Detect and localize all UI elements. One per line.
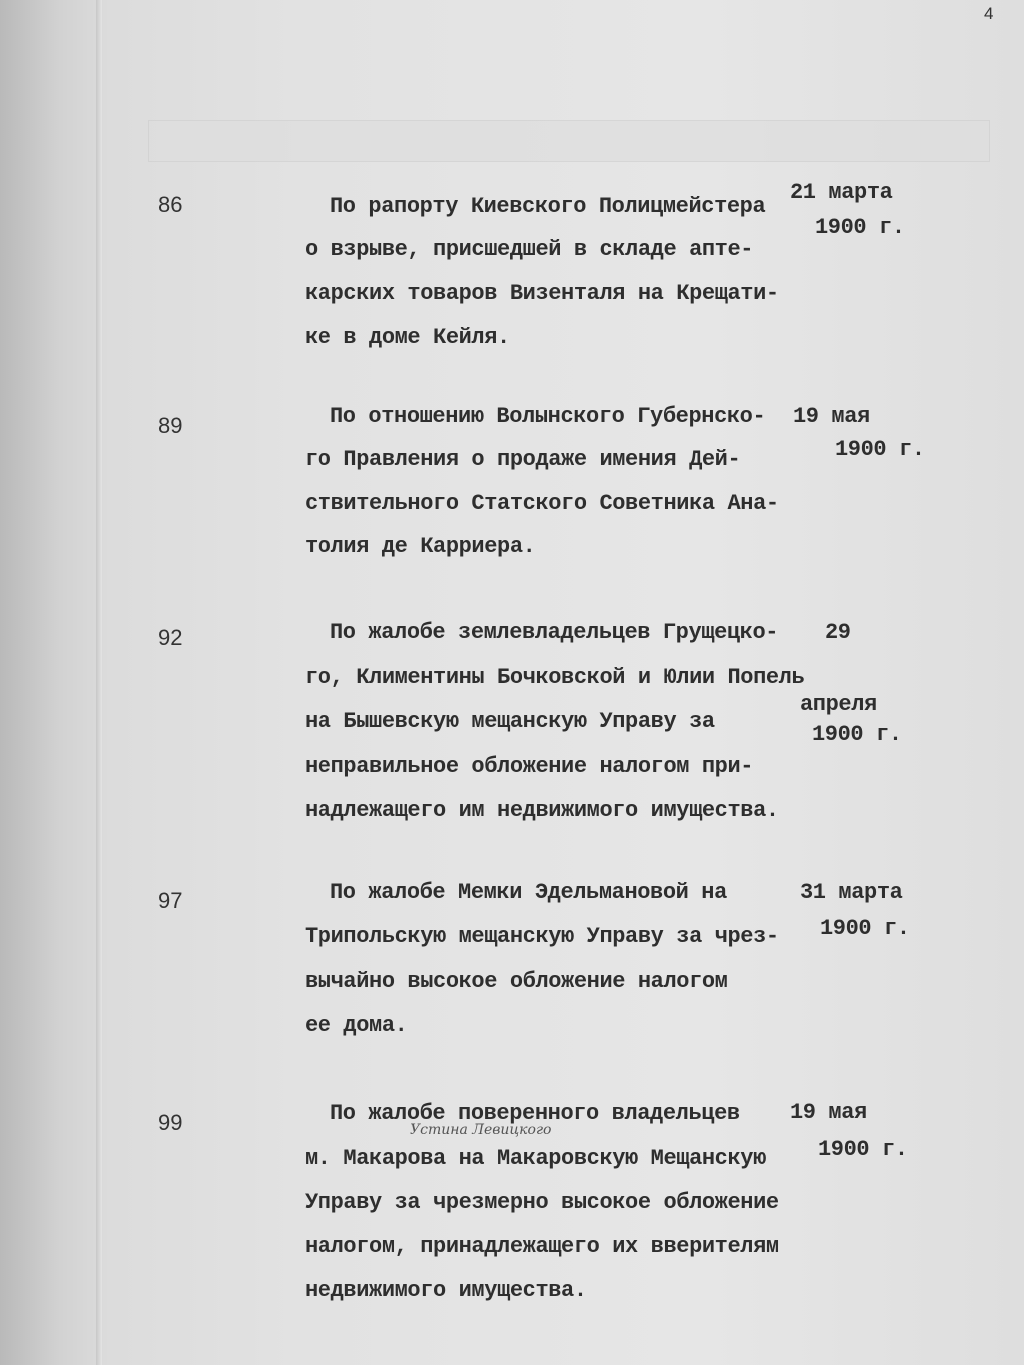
entry-line: неправильное обложение налогом при- — [305, 754, 754, 779]
entry-line: на Бышевскую мещанскую Управу за — [305, 709, 715, 734]
entry-line: карских товаров Визенталя на Крещати- — [305, 281, 779, 306]
entry-number: 89 — [158, 413, 183, 438]
entry-line: надлежащего им недвижимого имущества. — [305, 798, 779, 823]
entry-line: м. Макарова на Макаровскую Мещанскую — [305, 1146, 766, 1171]
entry-line: По жалобе поверенного владельцев — [330, 1101, 740, 1126]
entry-date: 1900 г. — [818, 1137, 908, 1162]
entry-line: налогом, принадлежащего их вверителям — [305, 1234, 779, 1259]
entry-date: 31 марта — [800, 880, 903, 905]
entry-number: 97 — [158, 888, 183, 913]
entry-line: о взрыве, присшедшей в складе апте- — [305, 237, 754, 262]
entry-line: вычайно высокое обложение налогом — [305, 969, 728, 994]
entry-line: По жалобе землевладельцев Грущецко- — [330, 620, 779, 645]
page-number: 4 — [984, 4, 994, 23]
entry-line: Трипольскую мещанскую Управу за чрез- — [305, 924, 779, 949]
entry-number: 92 — [158, 625, 183, 650]
entry-date: 1900 г. — [812, 722, 902, 747]
table-header-bleed — [148, 120, 990, 162]
entry-number: 99 — [158, 1110, 183, 1135]
page-fold — [96, 0, 102, 1365]
entry-date: 29 — [825, 620, 851, 645]
entry-date: 21 марта — [790, 180, 893, 205]
entry-line: По жалобе Мемки Эдельмановой на — [330, 880, 727, 905]
entry-line: ке в доме Кейля. — [305, 325, 510, 350]
entry-date: 19 мая — [793, 404, 870, 429]
entry-line: недвижимого имущества. — [305, 1278, 587, 1303]
entry-date: 1900 г. — [820, 916, 910, 941]
entry-line: го Правления о продаже имения Дей- — [305, 447, 741, 472]
entry-line: По отношению Волынского Губернско- — [330, 404, 766, 429]
entry-number: 86 — [158, 192, 183, 217]
entry-line: го, Климентины Бочковской и Юлии Попель — [305, 665, 805, 690]
entry-line: По рапорту Киевского Полицмейстера — [330, 194, 766, 219]
entry-line: ствительного Статского Советника Ана- — [305, 491, 779, 516]
entry-date: 19 мая — [790, 1100, 867, 1125]
entry-date: 1900 г. — [835, 437, 925, 462]
entry-line: Управу за чрезмерно высокое обложение — [305, 1190, 779, 1215]
entry-date: апреля — [800, 692, 877, 717]
entry-line: ее дома. — [305, 1013, 408, 1038]
entry-date: 1900 г. — [815, 215, 905, 240]
entry-line: толия де Карриера. — [305, 534, 536, 559]
handwritten-insert: Устина Левицкого — [410, 1122, 552, 1138]
